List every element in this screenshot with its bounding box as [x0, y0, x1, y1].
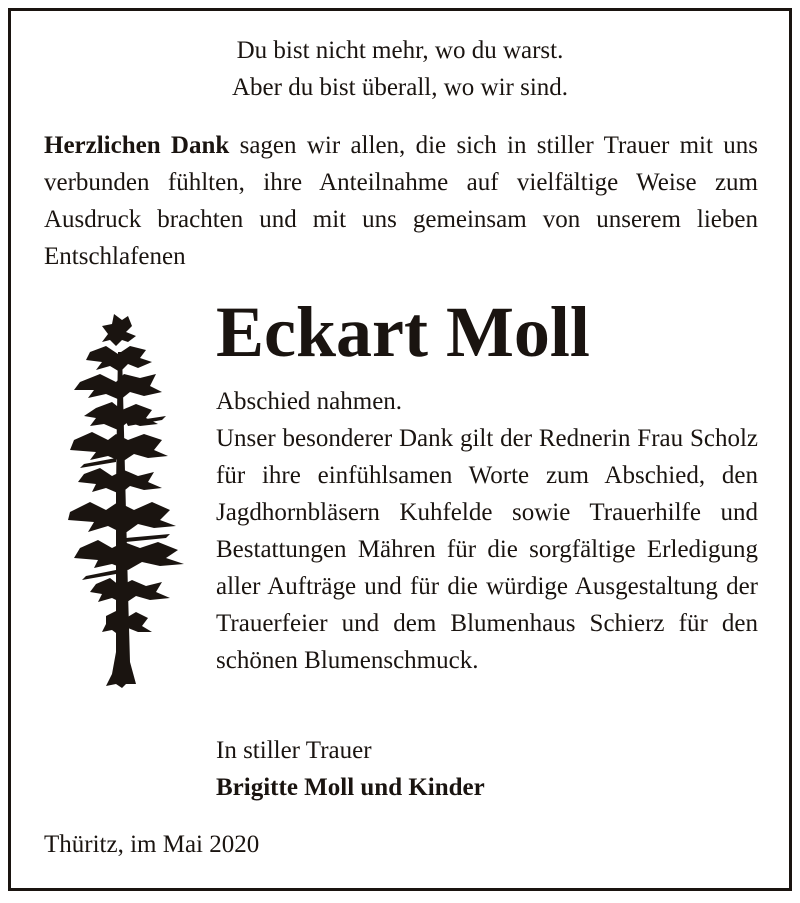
- body-paragraph: Unser besonderer Dank gilt der Rednerin Frau Scholz für ihre einfühlsamen Worte zum Abschied, den Jagdhornbläsern Kuhfelde sowie Trauerhilfe und Bestattungen Mähren für die sorgfältige Erledigung aller Aufträge und für die würdige Ausgestaltung der Trauerfeier und dem Blumenhaus Schierz für den schönen Blumenschmuck.: [216, 425, 758, 674]
- thanks-text: sagen wir allen, die sich in stiller Trauer mit uns verbunden fühlten, ihre Anteilnahme auf vielfältige Weise zum Ausdruck brachten und mit uns gemeinsam von unserem lieben Entschlafenen: [44, 132, 758, 270]
- motto-line-2: Aber du bist überall, wo wir sind.: [231, 74, 569, 101]
- tree-icon: [66, 312, 196, 692]
- signature-line-1: In stiller Trauer: [216, 737, 372, 764]
- thanks-body: [216, 383, 758, 679]
- signature-names: Brigitte Moll und Kinder: [216, 774, 485, 801]
- body-line-1: Abschied nahmen.: [216, 388, 403, 415]
- thanks-intro: [44, 127, 758, 275]
- deceased-name: Eckart Moll: [216, 292, 590, 372]
- thanks-lead: Herzlichen Dank: [44, 132, 230, 159]
- motto: [0, 32, 800, 106]
- motto-line-1: Du bist nicht mehr, wo du warst.: [236, 37, 564, 64]
- signature: [216, 732, 485, 806]
- place-date: Thüritz, im Mai 2020: [44, 831, 260, 858]
